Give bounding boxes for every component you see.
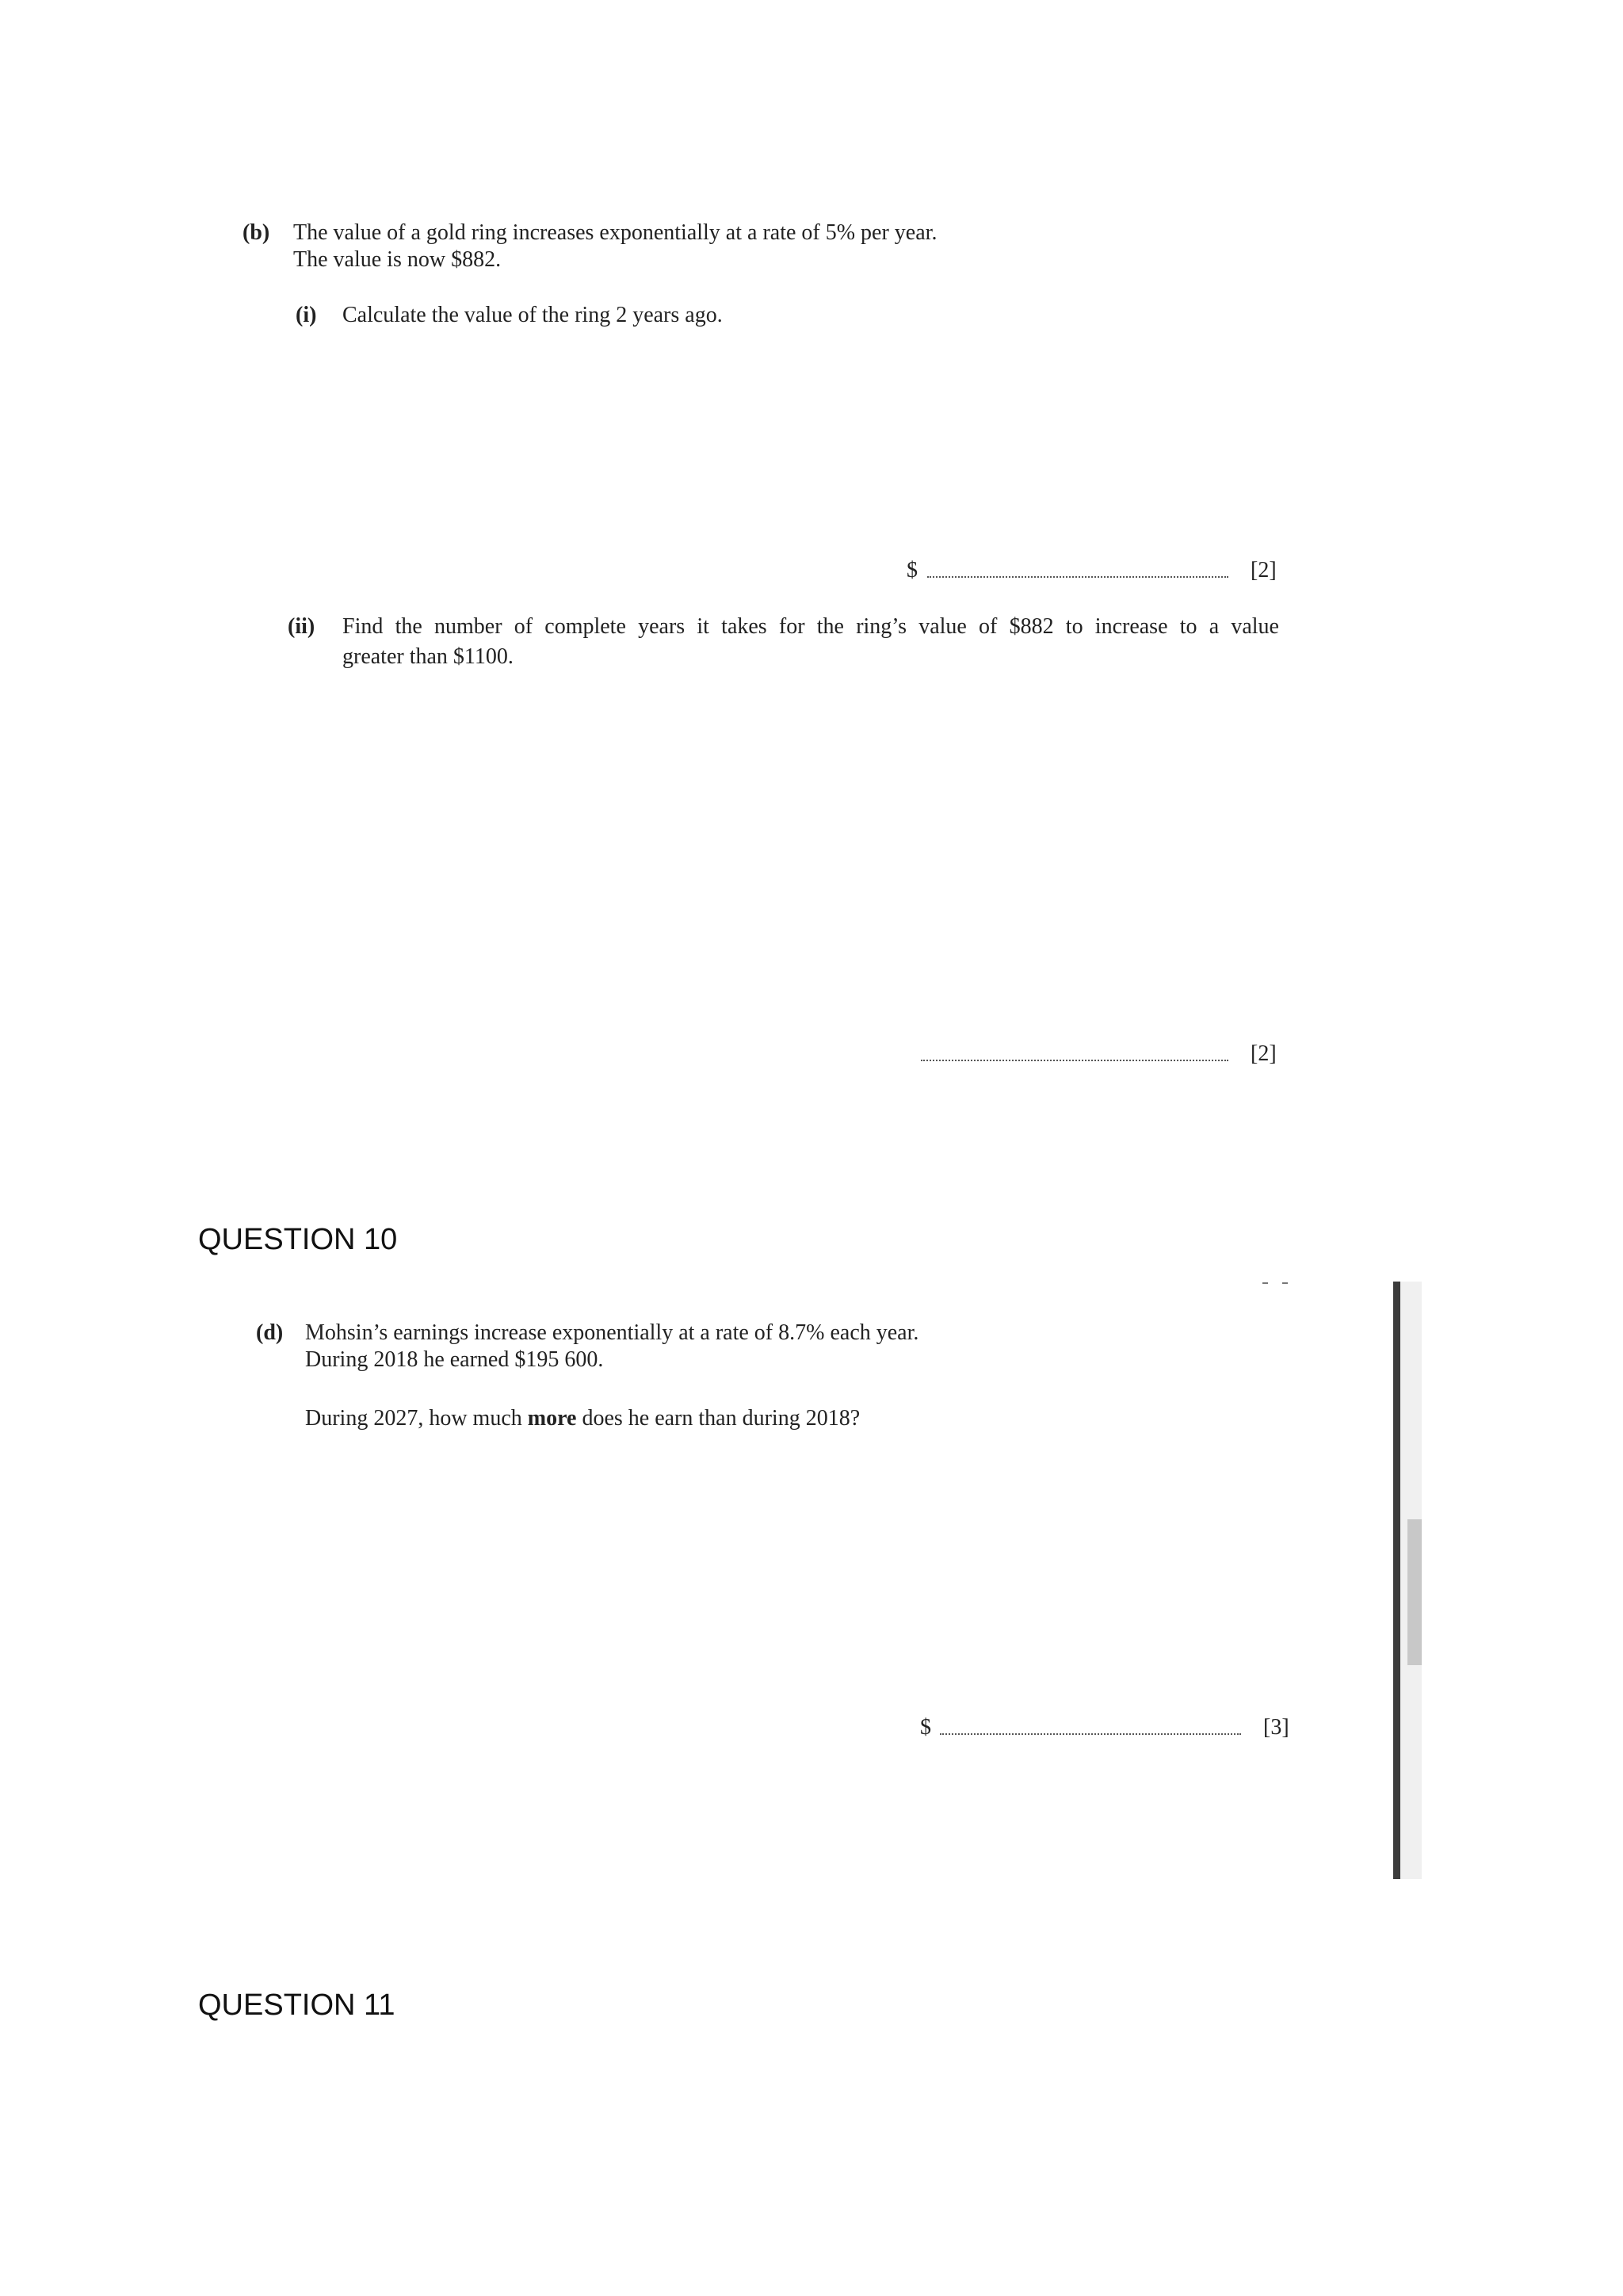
part-d-line-1: Mohsin’s earnings increase exponentially at a rate of 8.7% each year. [305,1320,919,1345]
part-d-line-2: During 2018 he earned $195 600. [305,1347,604,1372]
part-d-question [305,1405,860,1432]
marks-b-i: [2] [1251,558,1277,583]
part-d-question-end: does he earn than during 2018? [576,1406,861,1431]
part-b-i-text: Calculate the value of the ring 2 years ago. [342,303,723,327]
answer-d-dollar: $ [920,1715,931,1740]
part-d-question-start: During 2027, how much [305,1406,528,1431]
marks-d: [3] [1263,1715,1289,1740]
part-d-label: (d) [256,1320,284,1345]
part-d-question-emphasis: more [527,1406,577,1431]
part-b-line-1: The value of a gold ring increases exponentially at a rate of 5% per year. [293,220,938,245]
part-b-line-2: The value is now $882. [293,247,502,272]
part-b-label: (b) [242,220,270,245]
question-10-heading: QUESTION 10 [198,1223,398,1256]
part-b-ii-text-line-2: greater than $1100. [342,644,514,669]
part-b-ii-text-line-1: Find the number of complete years it takes for the ring’s value of $882 to increase to a value [342,614,1279,639]
question-11-heading: QUESTION 11 [198,1988,395,2022]
answer-d-line[interactable] [940,1733,1241,1735]
embedded-image-mark [1262,1282,1268,1284]
embedded-image-mark [1282,1282,1288,1284]
embedded-scrollbar-edge [1393,1282,1400,1879]
answer-b-i-dollar: $ [907,558,918,583]
part-b-i-label: (i) [296,303,317,327]
answer-b-i-line[interactable] [927,576,1228,578]
part-b-ii-label: (ii) [288,614,315,639]
marks-b-ii: [2] [1251,1041,1277,1066]
embedded-scrollbar-thumb[interactable] [1407,1519,1422,1665]
answer-b-ii-line[interactable] [921,1060,1228,1061]
